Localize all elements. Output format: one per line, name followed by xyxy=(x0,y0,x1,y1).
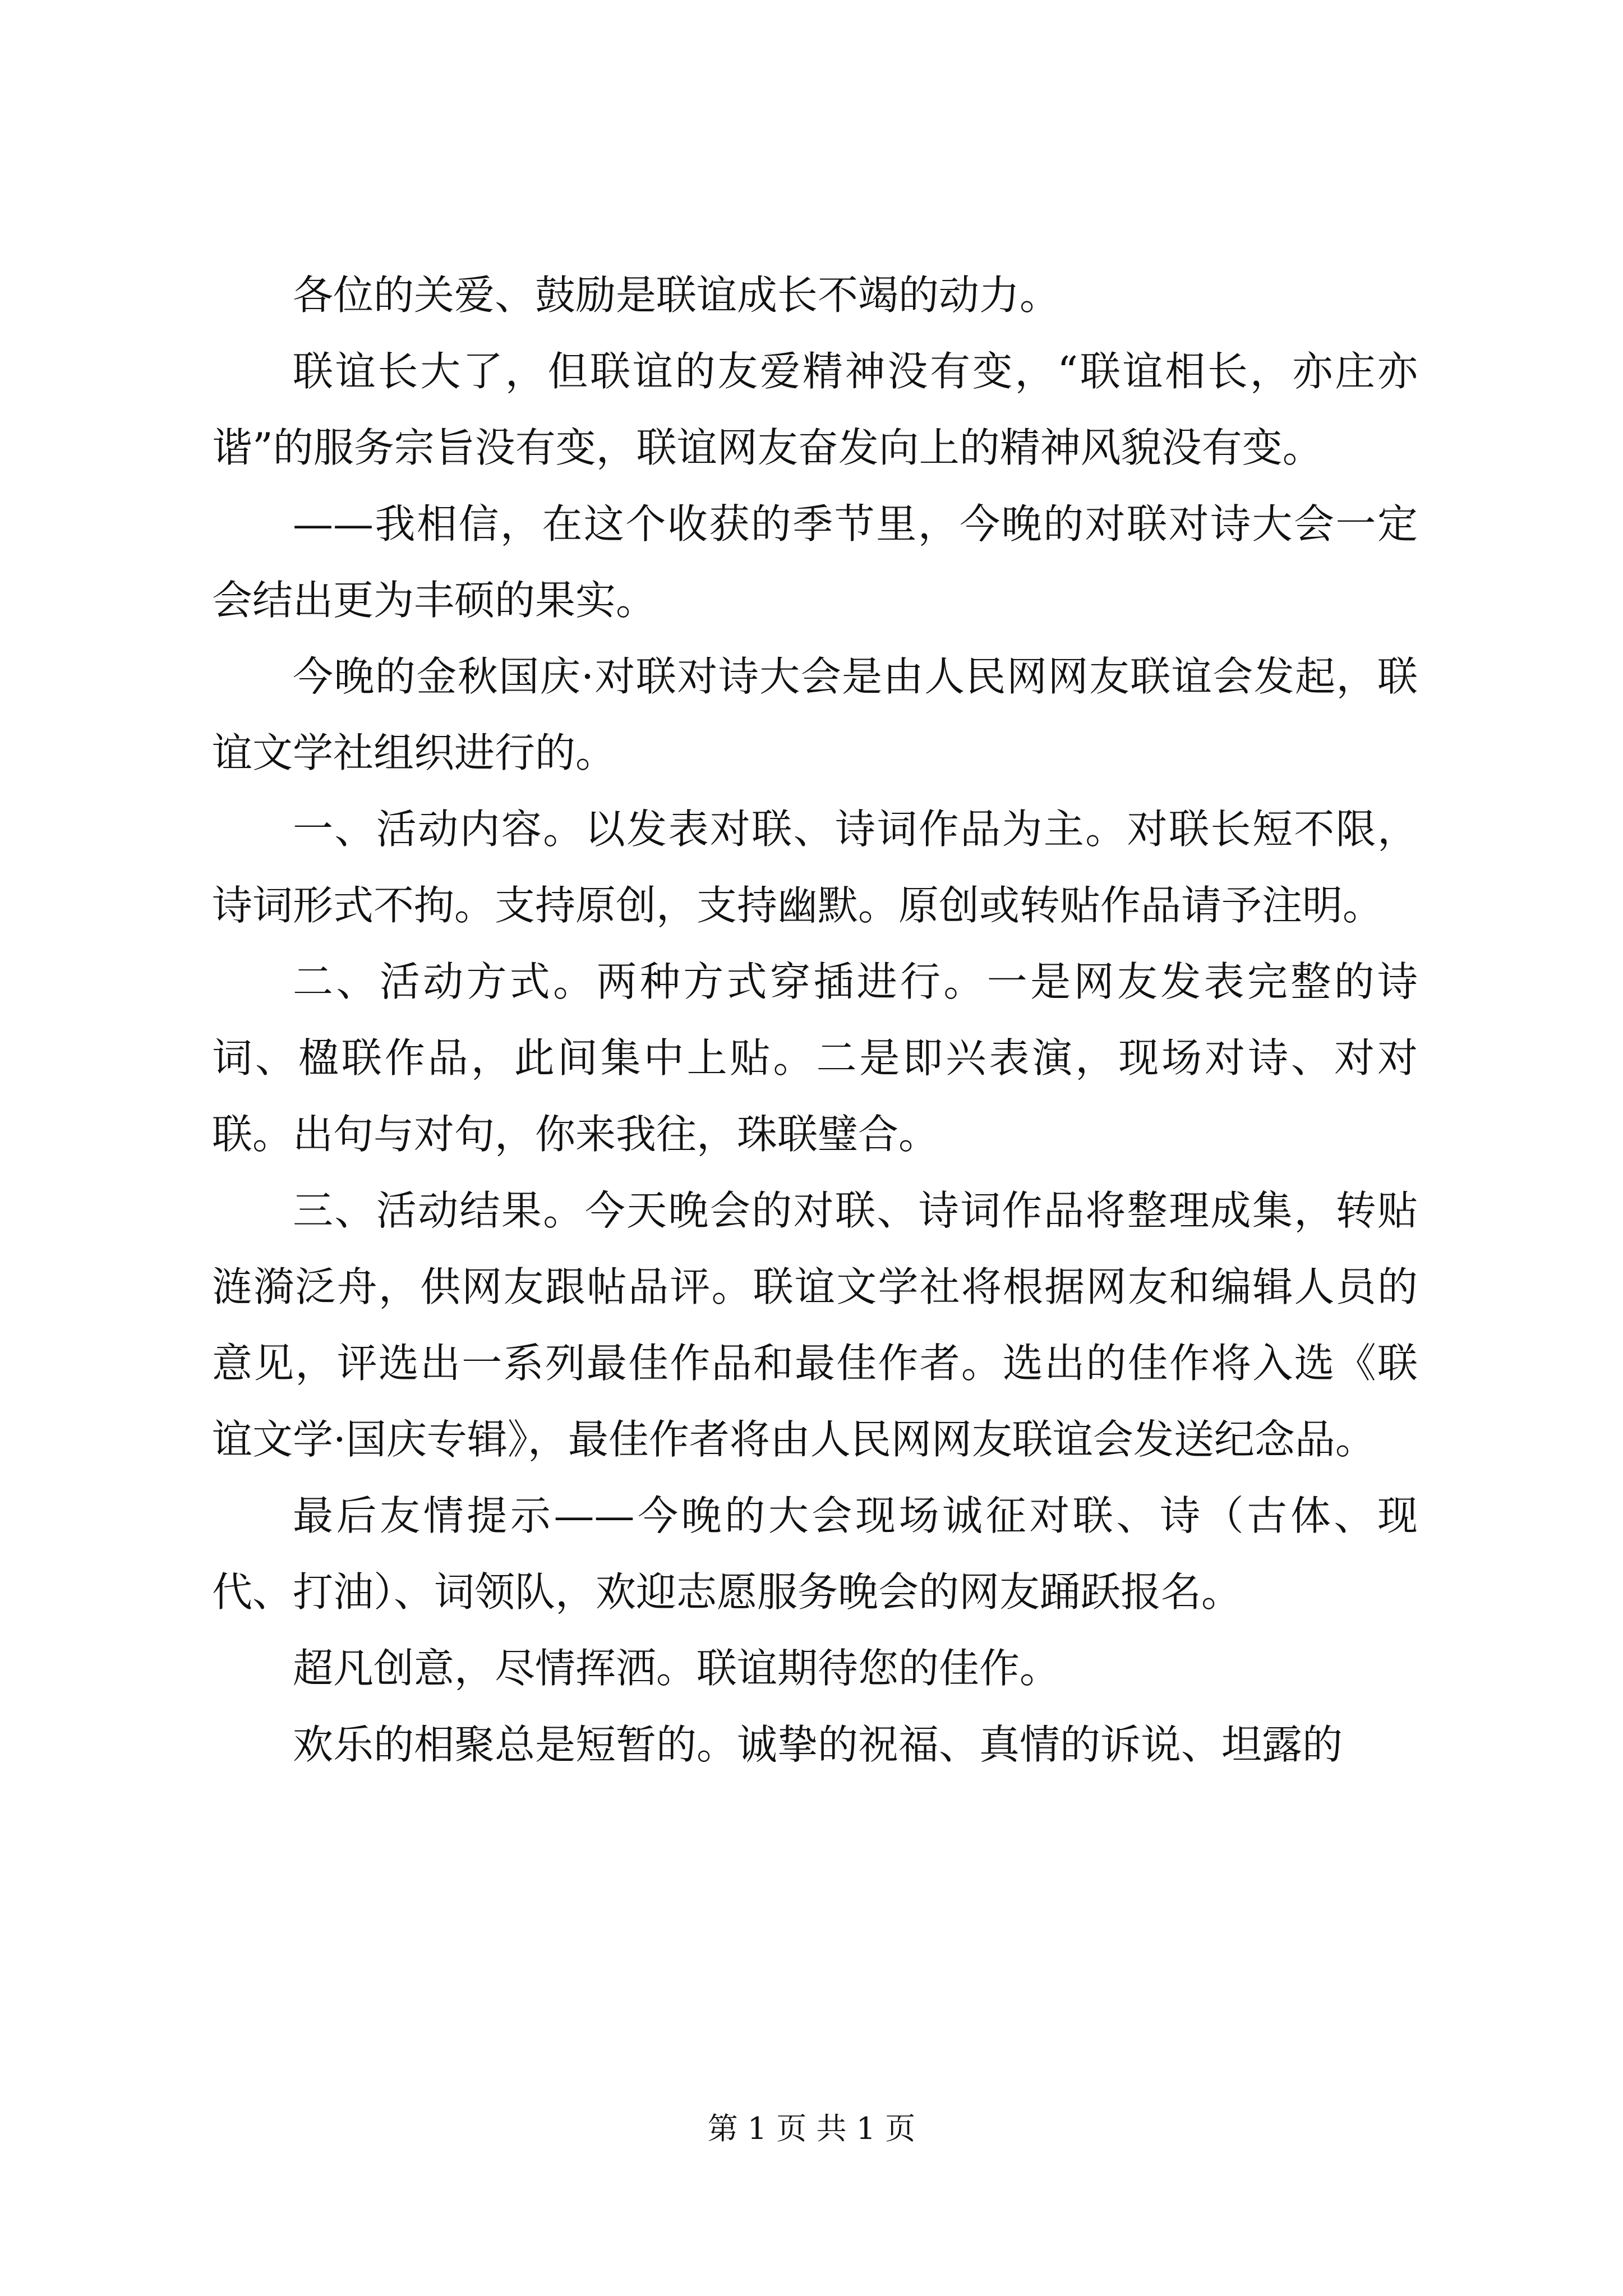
paragraph-5: 一、活动内容。以发表对联、诗词作品为主。对联长短不限，诗词形式不拘。支持原创，支持幽默。原创或转贴作品请予注明。 xyxy=(212,806,1418,929)
paragraph-4: 今晚的金秋国庆·对联对诗大会是由人民网网友联谊会发起，联谊文学社组织进行的。 xyxy=(212,653,1418,776)
paragraph-9: 超凡创意，尽情挥洒。联谊期待您的佳作。 xyxy=(293,1645,1061,1692)
paragraph-6: 二、活动方式。两种方式穿插进行。一是网友发表完整的诗词、楹联作品，此间集中上贴。二是即兴表演，现场对诗、对对联。出句与对句，你来我往，珠联璧合。 xyxy=(212,958,1418,1158)
paragraph-1: 各位的关爱、鼓励是联谊成长不竭的动力。 xyxy=(293,272,1061,319)
document-body xyxy=(212,257,1418,1783)
paragraph-3: ——我相信，在这个收获的季节里，今晚的对联对诗大会一定会结出更为丰硕的果实。 xyxy=(212,500,1418,624)
paragraph-8: 最后友情提示——今晚的大会现场诚征对联、诗（古体、现代、打油）、词领队，欢迎志愿服务晚会的网友踊跃报名。 xyxy=(212,1492,1418,1616)
paragraph-7: 三、活动结果。今天晚会的对联、诗词作品将整理成集，转贴涟漪泛舟，供网友跟帖品评。联谊文学社将根据网友和编辑人员的意见，评选出一系列最佳作品和最佳作者。选出的佳作将入选《联谊文学·国庆专辑》，最佳作者将由人民网网友联谊会发送纪念品。 xyxy=(212,1187,1418,1463)
page-footer: 第 1 页 共 1 页 xyxy=(707,2111,916,2146)
paragraph-2: 联谊长大了，但联谊的友爱精神没有变，“联谊相长，亦庄亦谐”的服务宗旨没有变，联谊网友奋发向上的精神风貌没有变。 xyxy=(212,348,1418,471)
paragraph-10: 欢乐的相聚总是短暂的。诚挚的祝福、真情的诉说、坦露的 xyxy=(293,1721,1343,1768)
